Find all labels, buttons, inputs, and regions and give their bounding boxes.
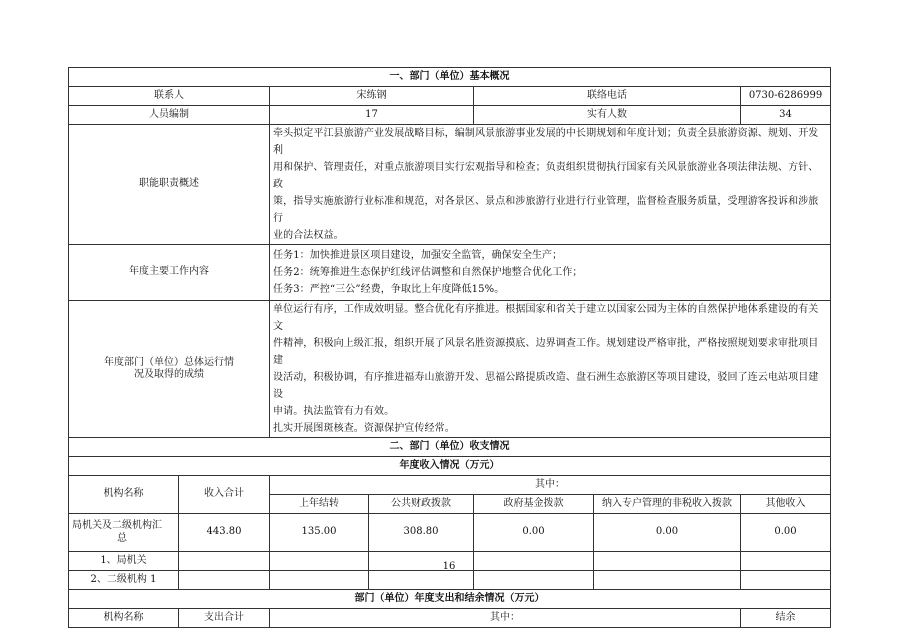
income-of-which-header: 其中：: [270, 476, 831, 495]
contact-value: 宋练钢: [270, 87, 474, 106]
income-public-fiscal: [369, 571, 474, 590]
gov-fund-header: 政府基金拨款: [474, 495, 594, 514]
tasks-label: 年度主要工作内容: [69, 245, 270, 301]
income-org-name: 2、二级机构 1: [69, 571, 179, 590]
expense-header-row: [69, 609, 831, 628]
income-title-row: [69, 457, 831, 476]
phone-value: 0730-6286999: [741, 87, 831, 106]
carryover-header: 上年结转: [270, 495, 369, 514]
task-item: 任务1：加快推进景区项目建设，加强安全监管，确保安全生产；: [273, 250, 563, 261]
duties-line: 牵头拟定平江县旅游产业发展战略目标，编制风景旅游事业发展的中长期规划和年度计划；负责全县旅游资源、规划、开发利: [273, 128, 819, 156]
table-row: [69, 571, 831, 590]
income-non-tax: [594, 571, 741, 590]
task-item: 任务3：严控“三公”经费，争取比上年度降低15%。: [273, 284, 505, 295]
tasks-text: [270, 245, 831, 301]
contact-label: 联系人: [69, 87, 270, 106]
income-non-tax: 0.00: [594, 514, 741, 552]
performance-line: 扎实开展图斑核查。资源保护宣传经常。: [273, 423, 455, 434]
performance-line: 单位运行有序，工作成效明显。整合优化有序推进。根据国家和省关于建立以国家公园为主体的自然保护地体系建设的有关文: [273, 304, 819, 332]
duties-row: [69, 125, 831, 245]
tasks-row: [69, 245, 831, 301]
task-item: 任务2：统筹推进生态保护红线评估调整和自然保护地整合优化工作；: [273, 267, 583, 278]
performance-label-line: 年度部门（单位）总体运行情: [104, 356, 234, 368]
income-public-fiscal: 308.80: [369, 514, 474, 552]
non-tax-header: 纳入专户管理的非税收入拨款: [594, 495, 741, 514]
actual-staff-label: 实有人数: [474, 106, 741, 125]
page-number: 16: [442, 561, 456, 572]
section2-title: 二、部门（单位）收支情况: [69, 438, 831, 457]
public-fiscal-header: 公共财政拨款: [369, 495, 474, 514]
expense-balance-header: 结余: [741, 609, 831, 628]
staff-row: [69, 106, 831, 125]
performance-label-line: 况及取得的成绩: [134, 369, 204, 380]
income-gov-fund: [474, 571, 594, 590]
expense-title-row: [69, 590, 831, 609]
income-org-header: 机构名称: [69, 476, 179, 514]
phone-label: 联络电话: [474, 87, 741, 106]
expense-total-header: 支出合计: [179, 609, 270, 628]
performance-label: [69, 301, 270, 438]
income-header-row: [69, 476, 831, 495]
expense-org-header: 机构名称: [69, 609, 179, 628]
income-carryover: [270, 571, 369, 590]
duties-line: 用和保护、管理责任，对重点旅游项目实行宏观指导和检查；负责组织贯彻执行国家有关风景旅游业各项法律法规、方针、政: [273, 162, 819, 190]
performance-line: 设活动，积极协调，有序推进福寿山旅游开发、思福公路提质改造、盘石洲生态旅游区等项目建设，驳回了连云电站项目建设: [273, 372, 819, 400]
table-row: [69, 514, 831, 552]
performance-line: 申请。执法监管有力有效。: [273, 406, 395, 417]
section2-title-row: [69, 438, 831, 457]
duties-line: 策，指导实施旅游行业标准和规范，对各景区、景点和涉旅游行业进行行业管理，监督检查服务质量，受理游客投诉和涉旅行: [273, 196, 819, 224]
section1-title: 一、部门（单位）基本概况: [69, 68, 831, 87]
income-other: 0.00: [741, 514, 831, 552]
income-total: 443.80: [179, 514, 270, 552]
income-title: 年度收入情况（万元）: [69, 457, 831, 476]
budget-table: [68, 67, 831, 628]
performance-text: [270, 301, 831, 438]
duties-line: 业的合法权益。: [273, 230, 344, 241]
contact-row: [69, 87, 831, 106]
other-income-header: 其他收入: [741, 495, 831, 514]
income-other: [741, 571, 831, 590]
income-total-header: 收入合计: [179, 476, 270, 514]
performance-row: [69, 301, 831, 438]
income-org-name: 1、局机关: [69, 552, 179, 571]
income-gov-fund: 0.00: [474, 514, 594, 552]
section1-title-row: [69, 68, 831, 87]
duties-text: [270, 125, 831, 245]
org-name-line: 局机关及二级机构汇: [72, 520, 162, 531]
duties-label: 职能职责概述: [69, 125, 270, 245]
expense-of-which-header: 其中：: [270, 609, 741, 628]
performance-line: 件精神，积极向上级汇报，组织开展了风景名胜资源摸底、边界调查工作。规划建设严格审批，严格按照规划要求审批项目建: [273, 338, 819, 366]
org-name-line: 总: [117, 532, 127, 544]
income-carryover: 135.00: [270, 514, 369, 552]
actual-staff-value: 34: [741, 106, 831, 125]
income-org-name: [69, 514, 179, 552]
income-total: [179, 571, 270, 590]
staff-quota-label: 人员编制: [69, 106, 270, 125]
expense-title: 部门（单位）年度支出和结余情况（万元）: [69, 590, 831, 609]
staff-quota-value: 17: [270, 106, 474, 125]
